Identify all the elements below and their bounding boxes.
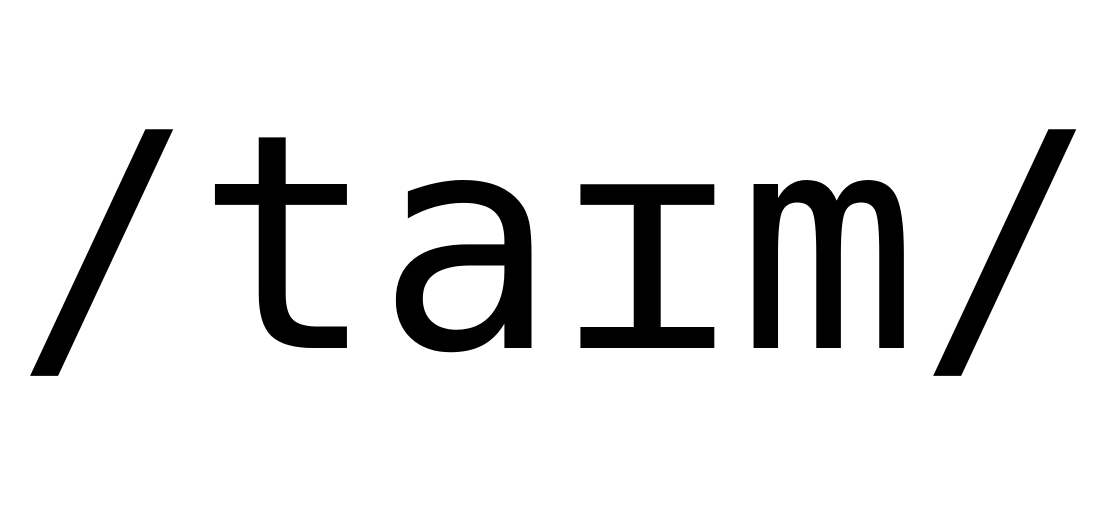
ipa-text: /taɪm/ xyxy=(15,70,1099,419)
